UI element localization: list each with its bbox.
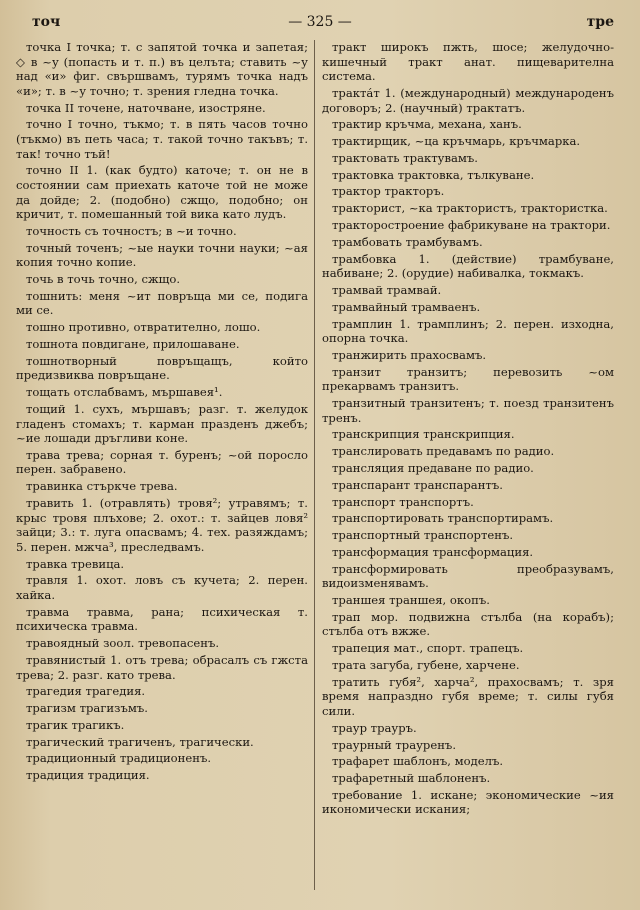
dictionary-entry: трапеция мат., спорт. трапецъ. (332, 641, 524, 656)
dictionary-entry: трансляция предаване по радио. (332, 461, 534, 475)
dictionary-entry: трактовка трактовка, тълкуване. (332, 167, 535, 182)
dictionary-entry: трата загуба, губене, харчене. (332, 658, 520, 672)
dictionary-entry: траур трауръ. (332, 720, 417, 735)
dictionary-entry: трагик трагикъ. (26, 717, 125, 732)
page-number: — 325 — (288, 14, 352, 30)
dictionary-entry: тошнота повдигане, прилошаване. (26, 336, 240, 351)
dictionary-entry: тощий 1. сухъ, мършавъ; разг. т. желудок гладенъ стомахъ; т. карман празденъ джебъ; ~ие лошади дръгливи коне. (16, 401, 308, 446)
page-header (0, 14, 640, 36)
dictionary-entry: трансформация трансформация. (332, 544, 534, 559)
dictionary-entry: точка I точка; т. с запятой точка и запетая; ◇ в ~у (попасть и т. п.) въ целъта; ставить ~у над «и» фиг. свършвамъ, турямъ точка надъ «и»; т. в ~у точно; т. зрения гледна точка. (16, 40, 308, 98)
dictionary-entry: трамбовать трамбувамъ. (332, 234, 483, 249)
dictionary-entry: транспорт транспортъ. (332, 494, 474, 509)
dictionary-entry: травить 1. (отравлять) тровя²; утравямъ; т. крыс тровя плъхове; 2. охот.: т. зайцев ловя² зайци; 3.: т. луга опасвамъ; 4. тех. разяждамъ; 5. перен. мжча³, преследвамъ. (16, 496, 308, 554)
dictionary-entry: тракторист, ~ка трактористъ, трактористка. (332, 201, 608, 216)
right-column (322, 40, 614, 819)
dictionary-entry: тракторостроение фабрикуване на трактори. (332, 218, 611, 233)
dictionary-entry: транзит транзитъ; перевозить ~ом прекарвамъ транзитъ. (322, 364, 614, 394)
dictionary-entry: требование 1. искане; экономические ~ия икономически искания; (322, 787, 614, 817)
dictionary-entry: трагический трагиченъ, трагически. (26, 734, 254, 749)
dictionary-entry: тошно противно, отвратително, лошо. (26, 320, 261, 335)
dictionary-entry: тощать отслабвамъ, мършавея¹. (26, 385, 223, 400)
dictionary-entry: традиция традиция. (26, 768, 150, 783)
left-column (16, 40, 308, 785)
dictionary-entry: транспортировать транспортирамъ. (332, 511, 554, 526)
dictionary-entry: транзитный транзитенъ; т. поезд транзитенъ тренъ. (322, 396, 614, 425)
dictionary-entry: травоядный зоол. тревопасенъ. (26, 636, 220, 651)
dictionary-entry: транспарант транспарантъ. (332, 477, 503, 492)
dictionary-entry: трафаретный шаблоненъ. (332, 771, 491, 786)
dictionary-entry: трансформировать преобразувамъ, видоизменявамъ. (322, 561, 614, 591)
right-guide-word: тре (586, 14, 614, 30)
dictionary-entry: транслировать предавамъ по радио. (332, 444, 555, 459)
dictionary-entry: трагедия трагедия. (26, 684, 146, 699)
dictionary-entry: точно II 1. (как будто) каточе; т. он не в состоянии сам приехать каточе той не може да дойде; 2. (подобно) сжщо, подобно; он кричит, т. помешанный той вика като лудъ. (16, 163, 308, 222)
dictionary-entry: трамплин 1. трамплинъ; 2. перен. изходна, опорна точка. (322, 316, 614, 346)
dictionary-entry: травля 1. охот. ловъ съ кучета; 2. перен. хайка. (16, 573, 308, 602)
dictionary-entry: тракт широкъ пжть, шосе; желудочно-кишечный тракт анат. пищеварителна система. (322, 40, 614, 84)
dictionary-entry: траурный трауренъ. (332, 737, 456, 752)
dictionary-entry: трамвай трамвай. (332, 282, 442, 297)
dictionary-entry: точь в точь точно, сжщо. (26, 272, 181, 287)
dictionary-entry: травинка стъркче трева. (26, 479, 178, 494)
dictionary-entry: трагизм трагизъмъ. (26, 701, 148, 716)
dictionary-entry: трамбовка 1. (действие) трамбуване, набиване; 2. (орудие) набивалка, токмакъ. (322, 251, 614, 281)
dictionary-entry: трап мор. подвижна стълба (на корабъ); стълба отъ вжже. (322, 609, 614, 639)
dictionary-entry: точно I точно, тъкмо; т. в пять часов точно (тъкмо) въ петь часа; т. такой точно такъвъ; т. так! точно тъй! (16, 117, 308, 161)
dictionary-entry: транскрипция транскрипция. (332, 427, 515, 442)
dictionary-entry: тракта́т 1. (международный) международенъ договоръ; 2. (научный) трактатъ. (322, 85, 614, 115)
dictionary-entry: трамвайный трамваенъ. (332, 299, 481, 314)
dictionary-entry: тратить губя², харча², прахосвамъ; т. зря время напраздно губя време; т. силы губя сили. (322, 674, 614, 718)
dictionary-entry: трактовать трактувамъ. (332, 150, 478, 165)
dictionary-entry: точность съ точностъ; в ~и точно. (26, 223, 237, 238)
dictionary-entry: традиционный традиционенъ. (26, 751, 212, 766)
dictionary-entry: трафарет шаблонъ, моделъ. (332, 754, 504, 769)
dictionary-entry: травма травма, рана; психическая т. психическа травма. (16, 604, 308, 634)
dictionary-entry: травянистый 1. отъ трева; обрасалъ съ гжста трева; 2. разг. като трева. (16, 652, 308, 682)
column-divider (314, 40, 315, 890)
dictionary-entry: трактирщик, ~ца кръчмарь, кръчмарка. (332, 134, 581, 149)
dictionary-entry: транжирить прахосвамъ. (332, 347, 487, 362)
dictionary-entry: точный точенъ; ~ые науки точни науки; ~ая копия точно копие. (16, 240, 308, 270)
dictionary-entry: трава трева; сорная т. буренъ; ~ой поросло перен. забравено. (16, 447, 308, 477)
dictionary-entry: тошнить: меня ~ит повръща ми се, подига ми се. (16, 288, 308, 318)
dictionary-entry: тошнотворный повръщащъ, който предизвиква повръщане. (16, 353, 308, 383)
dictionary-entry: трактир кръчма, механа, ханъ. (332, 117, 522, 132)
dictionary-entry: травка тревица. (26, 556, 125, 571)
dictionary-entry: траншея траншея, окопъ. (332, 593, 490, 608)
left-guide-word: точ (32, 14, 61, 30)
dictionary-entry: точка II точене, наточване, изостряне. (26, 100, 266, 115)
dictionary-entry: транспортный транспортенъ. (332, 528, 514, 543)
dictionary-entry: трактор тракторъ. (332, 184, 445, 199)
